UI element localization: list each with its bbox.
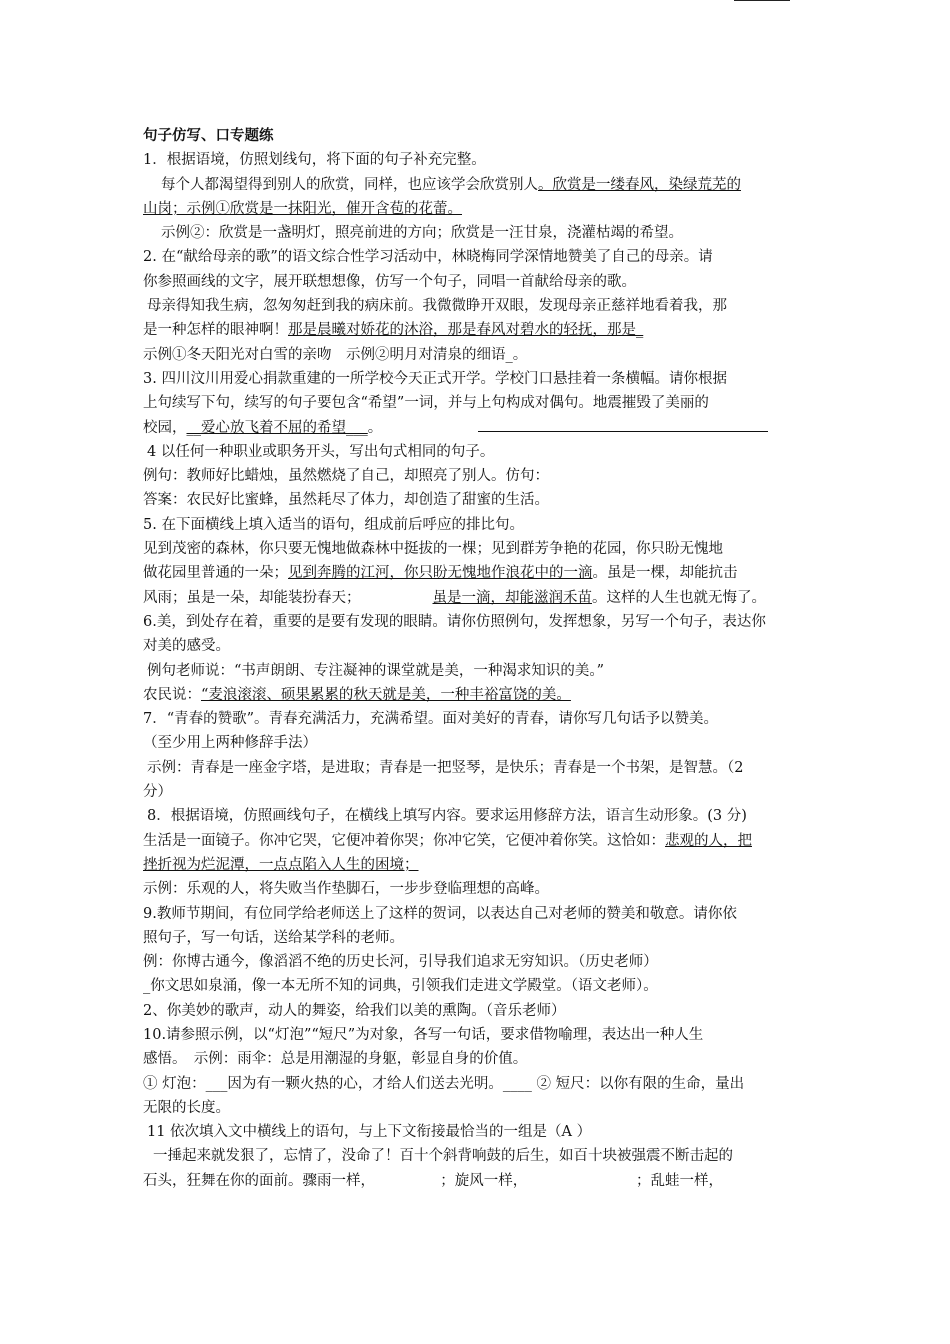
q11-passage-cont: 石头，狂舞在你的面前。骤雨一样， ；旋风一样， ；乱蛙一样， [143, 1172, 723, 1189]
top-rule [734, 0, 790, 1]
q6-answer: 农民说：“麦浪滚滚、硕果累累的秋天就是美，一种丰裕富饶的美。 [143, 686, 571, 703]
q5-context-cont: 做花园里普通的一朵；见到奔腾的江河，你只盼无愧地作浪花中的一滴。虽是一棵，却能抗击 [143, 565, 738, 582]
q10-example: 感悟。 示例：雨伞：总是用潮湿的身躯，彰显自身的价值。 [143, 1051, 528, 1068]
q8-context: 生活是一面镜子。你冲它哭，它便冲着你哭；你冲它笑，它便冲着你笑。这恰如：悲观的人，把 [143, 832, 752, 849]
q2-context-cont: 是一种怎样的眼神啊！那是晨曦对娇花的沐浴，那是春风对碧水的轻抚，那是_ [143, 322, 644, 339]
q9-answer-1: _你文思如泉涌，像一本无所不知的词典，引领我们走进文学殿堂。（语文老师）。 [143, 978, 658, 995]
q3-prompt-cont: 上句续写下句，续写的句子要包含“希望”一词，并与上句构成对偶句。地震摧毁了美丽的 [143, 395, 709, 412]
q4-prompt: 4 以任何一种职业或职务开头，写出句式相同的句子。 [147, 443, 495, 460]
q5-context: 见到茂密的森林，你只要无愧地做森林中挺拔的一棵；见到群芳争艳的花园，你只盼无愧地 [143, 541, 723, 558]
q6-prompt-cont: 对美的感受。 [143, 638, 230, 655]
q10-answer: ① 灯泡：___因为有一颗火热的心，才给人们送去光明。____ ② 短尺：以你有限的生命，量出 [143, 1075, 745, 1092]
q7-example-cont: 分） [143, 784, 172, 801]
q1-example-1: 山岗；示例①欣赏是一抹阳光，催开含苞的花蕾。 [143, 200, 462, 217]
q6-example: 例句老师说：“书声朗朗、专注凝神的课堂就是美，一种渴求知识的美。” [147, 662, 605, 679]
q3-answer: 校园，__爱心放飞着不屈的希望___。 [143, 416, 808, 440]
q4-answer: 答案：农民好比蜜蜂，虽然耗尽了体力，却创造了甜蜜的生活。 [143, 492, 549, 509]
q5-answer-blank: 虽是一滴，却能滋润禾苗 [432, 589, 592, 606]
q1-context: 每个人都渴望得到别人的欣赏，同样，也应该学会欣赏别人。欣赏是一缕春风，染绿荒芜的 [161, 176, 741, 193]
document-title: 句子仿写、口专题练 [143, 127, 274, 144]
q8-underlined-sentence: 悲观的人，把 [665, 832, 752, 849]
q3-prompt: 3. 四川汶川用爱心捐款重建的一所学校今天正式开学。学校门口悬挂着一条横幅。请你根据 [143, 370, 727, 387]
q3-answer-blank: __爱心放飞着不屈的希望___ [186, 419, 368, 436]
q11-passage: 一捶起来就发狠了，忘情了，没命了！百十个斜背响鼓的后生，如百十块被强震不断击起的 [153, 1148, 733, 1165]
q6-answer-blank: “麦浪滚滚、硕果累累的秋天就是美，一种丰裕富饶的美。 [201, 686, 571, 703]
q2-prompt-cont: 你参照画线的文字，展开联想想像，仿写一个句子，同唱一首献给母亲的歌。 [143, 273, 636, 290]
q5-prompt: 5. 在下面横线上填入适当的语句，组成前后呼应的排比句。 [143, 516, 524, 533]
q5-answer: 风雨；虽是一朵，却能装扮春天； 虽是一滴，却能滋润禾苗。这样的人生也就无悔了。 [143, 589, 766, 606]
q10-answer-cont: 无限的长度。 [143, 1099, 230, 1116]
q9-example: 例：你博古通今，像滔滔不绝的历史长河，引导我们追求无穷知识。（历史老师） [143, 954, 658, 971]
q7-prompt: 7．“青春的赞歌”。青春充满活力，充满希望。面对美好的青春，请你写几句话予以赞美。 [143, 711, 719, 728]
document-page [143, 124, 808, 1193]
q7-prompt-cont: （至少用上两种修辞手法） [143, 735, 317, 752]
q1-example-2: 示例②：欣赏是一盏明灯，照亮前进的方向；欣赏是一汪甘泉，浇灌枯竭的希望。 [161, 225, 683, 242]
q2-underlined-sentence: 那是晨曦对娇花的沐浴，那是春风对碧水的轻抚 [288, 322, 593, 339]
q2-examples: 示例①冬天阳光对白雪的亲吻 示例②明月对清泉的细语_。 [143, 346, 528, 363]
q8-context-cont: 挫折视为烂泥潭，一点点陷入人生的困境； [143, 856, 419, 873]
q8-example: 示例：乐观的人，将失败当作垫脚石，一步步登临理想的高峰。 [143, 881, 549, 898]
q5-underlined-sentence: 见到奔腾的江河，你只盼无愧地作浪花中的一滴 [288, 565, 593, 582]
q2-context: 母亲得知我生病，忽匆匆赶到我的病床前。我微微睁开双眼，发现母亲正慈祥地看着我，那 [147, 298, 727, 315]
q9-answer-2: 2、你美妙的歌声，动人的舞姿，给我们以美的熏陶。（音乐老师） [143, 1002, 566, 1019]
q6-prompt: 6.美，到处存在着，重要的是要有发现的眼睛。请你仿照例句，发挥想象，另写一个句子，表达你 [143, 613, 766, 630]
q10-prompt: 10.请参照示例，以“灯泡”“短尺”为对象，各写一句话，要求借物喻理，表达出一种人生 [143, 1026, 704, 1043]
q1-underlined-sentence: 。欣赏是一缕春风，染绿荒芜的 [538, 176, 741, 193]
q8-prompt: 8．根据语境，仿照画线句子，在横线上填写内容。要求运用修辞方法，语言生动形象。(3 分) [147, 808, 747, 825]
q2-prompt: 2. 在“献给母亲的歌”的语文综合性学习活动中，林晓梅同学深情地赞美了自己的母亲。请 [143, 249, 713, 266]
q11-prompt: 11 依次填入文中横线上的语句，与上下文衔接最恰当的一组是（A ） [147, 1124, 592, 1141]
q1-prompt: 1．根据语境，仿照划线句，将下面的句子补充完整。 [143, 152, 486, 169]
q4-example: 例句：教师好比蜡烛，虽然燃烧了自己，却照亮了别人。仿句： [143, 468, 549, 485]
q7-example: 示例：青春是一座金字塔，是进取；青春是一把竖琴，是快乐；青春是一个书架，是智慧。（2 [147, 759, 744, 776]
q9-prompt-cont: 照句子，写一句话，送给某学科的老师。 [143, 929, 404, 946]
answer-line [478, 417, 768, 432]
q9-prompt: 9.教师节期间，有位同学给老师送上了这样的贺词，以表达自己对老师的赞美和敬意。请你依 [143, 905, 737, 922]
